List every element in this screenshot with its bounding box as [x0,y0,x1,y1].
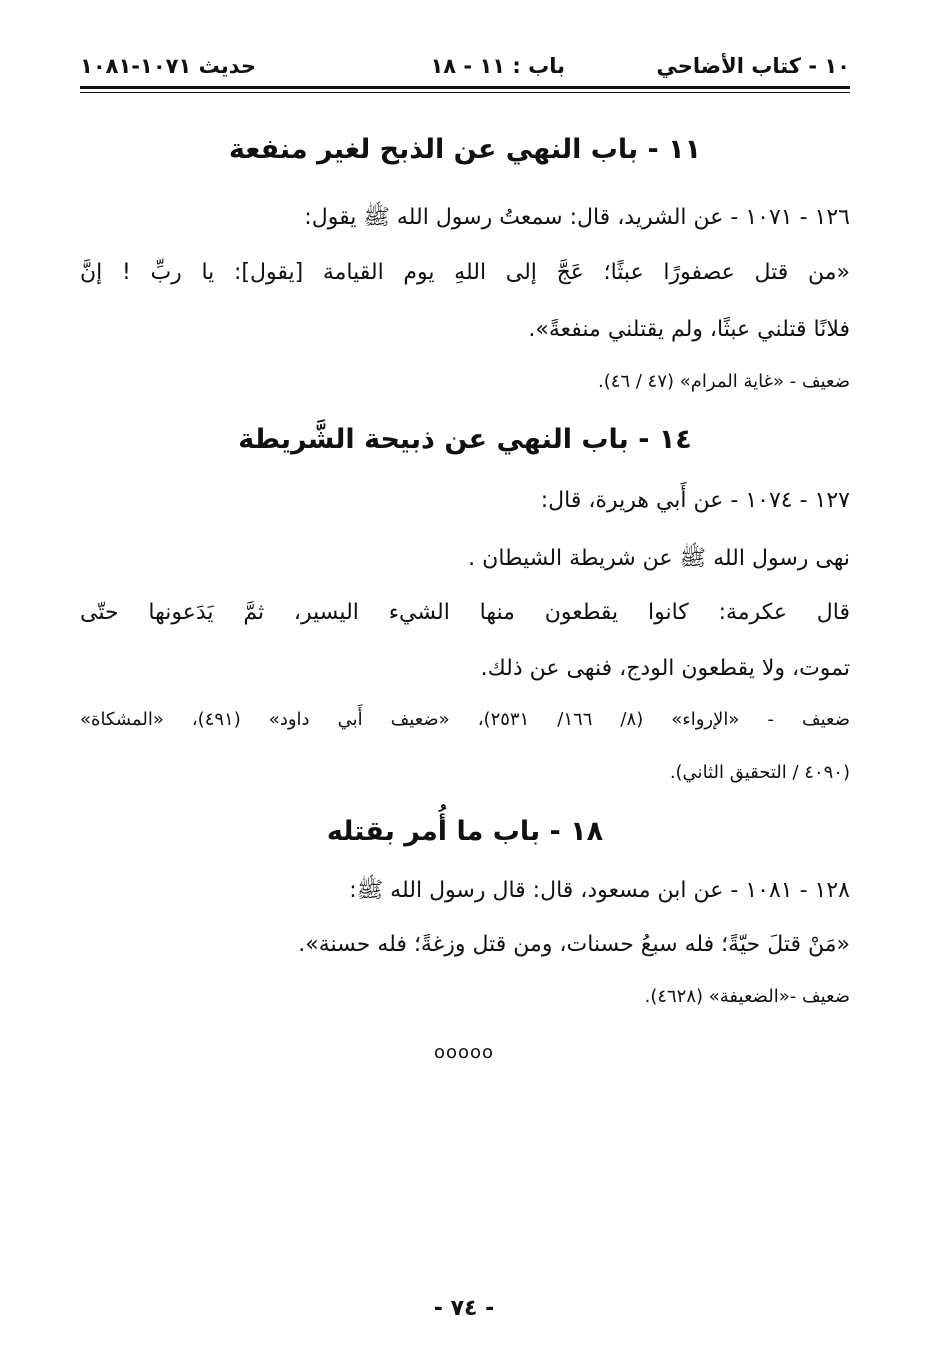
grading-line: (٤٠٩٠ / التحقيق الثاني). [669,762,850,783]
section-heading: ١٨ - باب ما أُمر بقتله [326,816,604,847]
hadith-intro: ١٢٦ - ١٠٧١ - عن الشريد، قال: سمعتُ رسول الله ﷺ يقول: [304,205,850,230]
page-number: - ٧٤ - [433,1296,495,1321]
hadith-intro: ١٢٨ - ١٠٨١ - عن ابن مسعود، قال: قال رسول الله ﷺ: [349,878,850,903]
header-rule-thin [80,92,850,93]
running-header [80,50,850,84]
grading-line: ضعيف - «غاية المرام» (٤٧ / ٤٦). [598,371,850,392]
grading-line: ضعيف -«الضعيفة» (٤٦٢٨). [644,986,850,1007]
section-heading: ١١ - باب النهي عن الذبح لغير منفعة [228,134,702,165]
grading-line: ضعيف - «الإرواء» (٨/ ١٦٦/ ٢٥٣١)، «ضعيف أَبي داود» (٤٩١)، «المشكاة» [80,709,851,730]
section-heading: ١٤ - باب النهي عن ذبيحة الشَّريطة [238,424,692,455]
hadith-intro: ١٢٧ - ١٠٧٤ - عن أَبي هريرة، قال: [540,488,850,513]
hadith-text-line: قال عكرمة: كانوا يقطعون منها الشيء اليسير، ثمَّ يَدَعونها حتّى [80,600,850,625]
chapter-range: باب : ١١ - ١٨ [430,54,565,78]
hadith-text-line: تموت، ولا يقطعون الودج، فنهى عن ذلك. [480,656,850,681]
hadith-text-line: فلانًا قتلني عبثًا، ولم يقتلني منفعةً». [528,317,850,342]
hadith-text-line: «مَنْ قتلَ حيّةً؛ فله سبعُ حسنات، ومن قتل وزغةً؛ فله حسنة». [298,932,850,957]
hadith-range: حديث ١٠٧١-١٠٨١ [80,54,256,78]
header-rule-thick [80,86,850,89]
chapter-title: ١٠ - كتاب الأضاحي [656,54,850,78]
hadith-text-line: «من قتل عصفورًا عبثًا؛ عَجَّ إلى اللهِ يوم القيامة [يقول]: يا ربِّ ! إنَّ [80,260,850,285]
hadith-text-line: نهى رسول الله ﷺ عن شريطة الشيطان . [468,546,850,571]
section-end-mark: ooooo [433,1042,495,1063]
